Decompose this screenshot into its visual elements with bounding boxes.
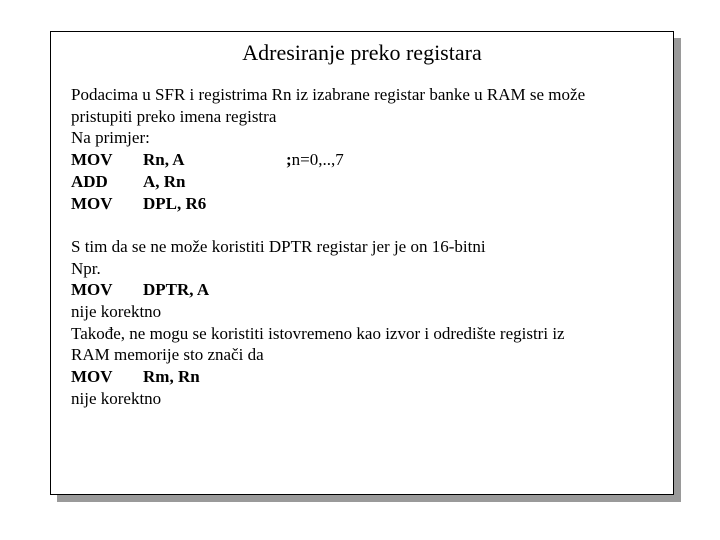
code-args: Rn, A (143, 150, 185, 170)
code-line (71, 193, 661, 215)
code-args: DPL, R6 (143, 193, 207, 213)
incorrect-note-2: nije korektno (71, 388, 162, 408)
code-args: DPTR, A (143, 280, 210, 300)
code-line-dptr (71, 279, 661, 301)
also-line-2: RAM memorije sto znači da (71, 345, 264, 365)
paragraph-gap (71, 214, 661, 236)
code-line (71, 171, 661, 193)
npr-label: Npr. (71, 258, 101, 278)
code-op: MOV (71, 280, 113, 300)
incorrect-note-1: nije korektno (71, 302, 162, 322)
comment-text: n=0,..,7 (291, 150, 344, 170)
code-comment (286, 149, 344, 171)
code-op: MOV (71, 193, 113, 213)
comment-semicolon: ; (286, 150, 292, 170)
code-op: MOV (71, 150, 113, 170)
code-op: ADD (71, 171, 108, 191)
slide (50, 31, 674, 495)
example-label: Na primjer: (71, 128, 150, 148)
slide-title: Adresiranje preko registara (242, 40, 482, 65)
dptr-note: S tim da se ne može koristiti DPTR registar jer je on 16-bitni (71, 236, 486, 256)
code-line-rm (71, 366, 661, 388)
code-line (71, 149, 661, 171)
intro-line-1: Podacima u SFR i registrima Rn iz izabrane registar banke u RAM se može (71, 85, 586, 104)
code-op: MOV (71, 367, 113, 387)
also-line-1: Takođe, ne mogu se koristiti istovremeno kao izvor i odredište registri iz (71, 323, 565, 343)
code-args: A, Rn (143, 171, 186, 191)
code-args: Rm, Rn (143, 367, 200, 387)
intro-line-2: pristupiti preko imena registra (71, 106, 277, 126)
slide-body (71, 84, 661, 410)
